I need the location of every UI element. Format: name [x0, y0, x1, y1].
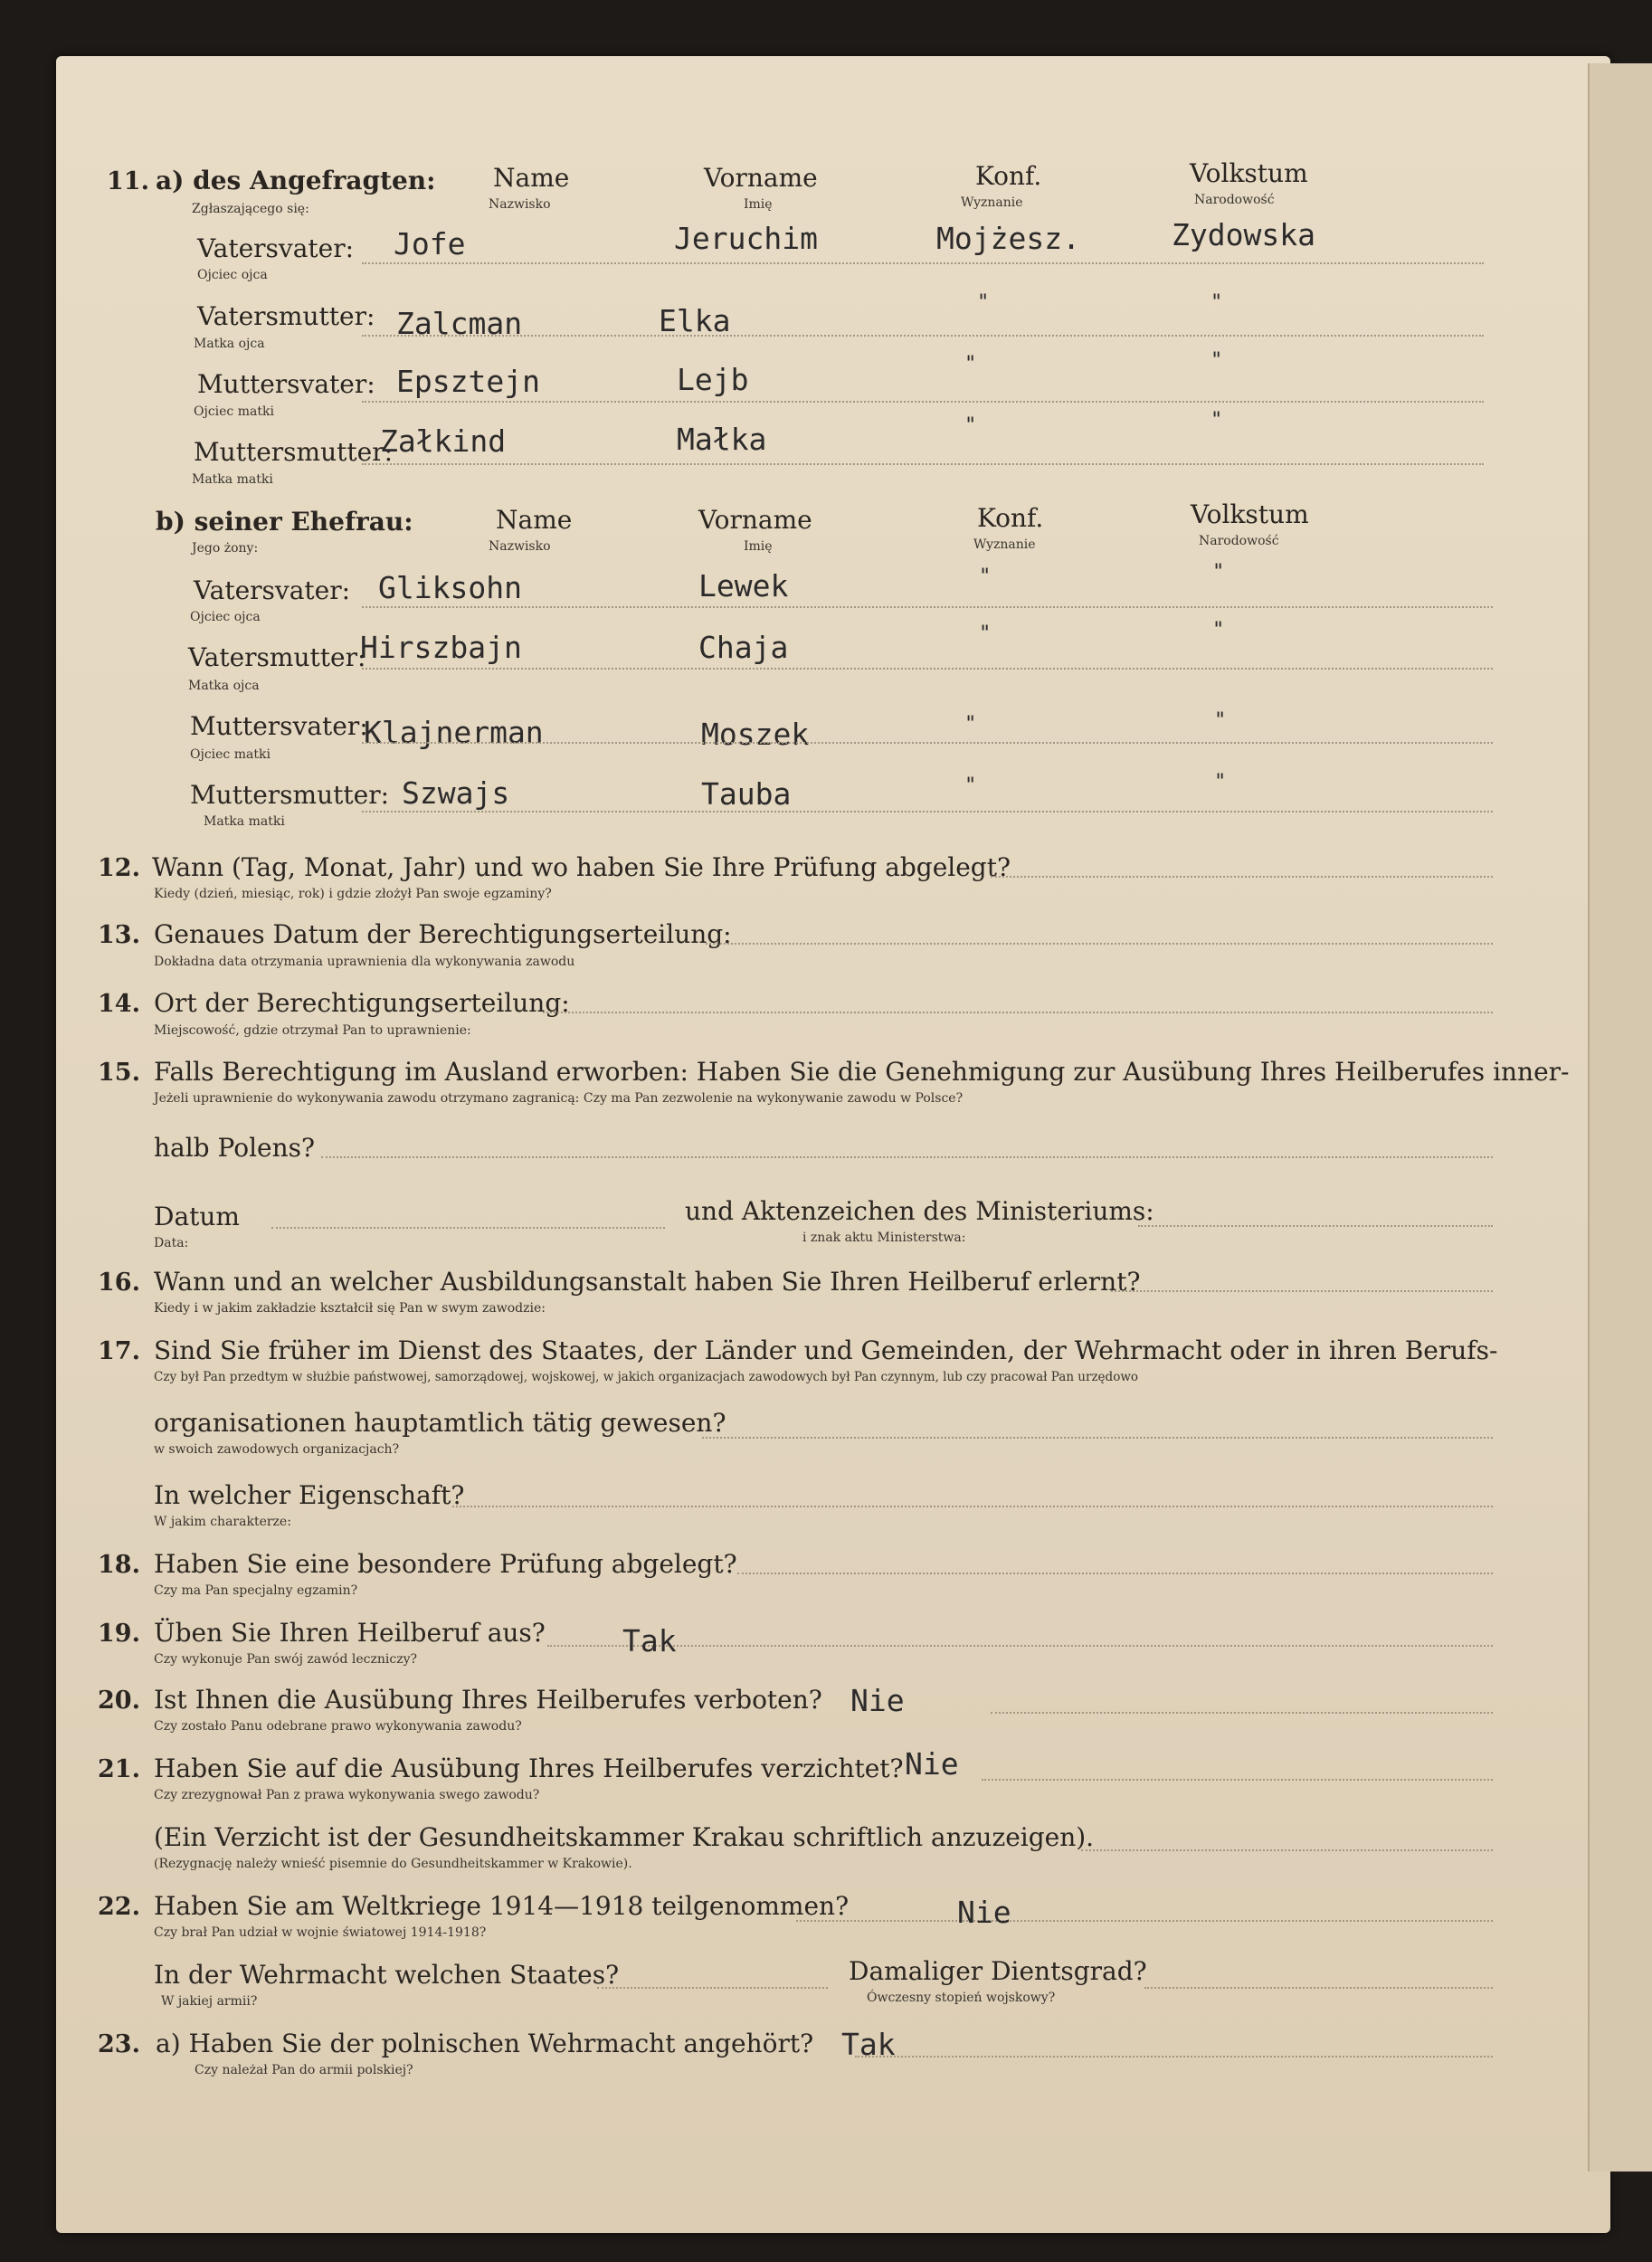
q22-number: 22. [98, 1893, 140, 1921]
q17-sub3: W jakim charakterze: [154, 1515, 291, 1529]
col-volk-a: Volkstum [1190, 158, 1308, 188]
row-a-volk: " [1211, 409, 1223, 432]
q14-number: 14. [98, 990, 140, 1018]
row-b-konf: " [979, 623, 992, 645]
row-b-vorname: Moszek [701, 717, 810, 752]
q15-number: 15. [98, 1059, 140, 1087]
row-line [362, 606, 1493, 608]
q14-sub: Miejscowość, gdzie otrzymał Pan to uprawnienie: [154, 1023, 471, 1038]
q20-sub: Czy zostało Panu odebrane prawo wykonywania zawodu? [154, 1719, 522, 1734]
answer-line [1138, 1225, 1493, 1227]
q20-text: Ist Ihnen die Ausübung Ihres Heilberufes verboten? [154, 1685, 822, 1715]
q22-line2: In der Wehrmacht welchen Staates? [154, 1960, 620, 1990]
answer-line [982, 1779, 1493, 1781]
q17-number: 17. [98, 1337, 140, 1365]
col-volk-sub-b: Narodowość [1199, 534, 1279, 548]
q12-text: Wann (Tag, Monat, Jahr) und wo haben Sie Ihre Prüfung abgelegt? [152, 852, 1011, 882]
row-b-konf: " [964, 713, 977, 736]
answer-line [452, 1506, 1493, 1507]
row-b-name: Szwajs [402, 775, 510, 811]
q18-sub: Czy ma Pan specjalny egzamin? [154, 1583, 358, 1598]
row-a-sub: Ojciec matki [194, 404, 274, 419]
answer-line [702, 1437, 1493, 1439]
row-a-name: Jofe [394, 226, 466, 261]
row-a-volk: " [1211, 349, 1223, 372]
row-a-name: Załkind [380, 423, 507, 459]
row-b-name: Gliksohn [378, 570, 522, 605]
row-b-volk: " [1214, 771, 1227, 794]
row-b-volk: " [1214, 709, 1227, 732]
row-a-vorname: Elka [659, 303, 731, 338]
q23-answer: Tak [841, 2027, 896, 2062]
row-line [362, 401, 1484, 403]
answer-line [1081, 1849, 1493, 1851]
q18-number: 18. [98, 1551, 140, 1579]
q20-answer: Nie [850, 1683, 905, 1718]
q13-number: 13. [98, 921, 140, 949]
col-konf-sub-a: Wyznanie [961, 195, 1023, 210]
row-line [362, 742, 1493, 744]
row-b-label: Muttersvater: [190, 711, 368, 741]
row-b-sub: Ojciec ojca [190, 610, 261, 624]
col-vorname-a: Vorname [704, 163, 818, 193]
q19-number: 19. [98, 1620, 140, 1648]
row-a-name: Zalcman [396, 306, 523, 341]
row-a-label: Vatersmutter: [197, 301, 375, 331]
row-a-sub: Ojciec ojca [197, 268, 268, 282]
q21-line2: (Ein Verzicht ist der Gesundheitskammer Krakau schriftlich anzuzeigen). [154, 1822, 1095, 1852]
row-b-vorname: Tauba [701, 776, 792, 812]
col-konf-a: Konf. [975, 161, 1042, 191]
col-konf-b: Konf. [977, 503, 1044, 533]
q18-text: Haben Sie eine besondere Prüfung abgelegt? [154, 1549, 737, 1579]
q17-line3: In welcher Eigenschaft? [154, 1480, 465, 1510]
row-b-konf: " [979, 566, 992, 588]
answer-line [706, 943, 1493, 945]
answer-line [543, 1012, 1493, 1013]
q23-text: a) Haben Sie der polnischen Wehrmacht angehört? [156, 2029, 814, 2058]
answer-line [991, 876, 1493, 878]
q17-sub: Czy był Pan przedtym w służbie państwowej, samorządowej, wojskowej, w jakich organizacjach zawodowych był Pan czynnym, lub czy pracował Pan urzędowo [154, 1370, 1139, 1384]
answer-line [597, 1987, 828, 1989]
q15-akten-sub: i znak aktu Ministerstwa: [802, 1231, 966, 1245]
q16-number: 16. [98, 1269, 140, 1297]
row-b-label: Vatersmutter: [188, 642, 366, 672]
row-b-label: Muttersmutter: [190, 780, 390, 810]
q11a-label: a) des Angefragten: [156, 166, 436, 195]
row-a-volk: Zydowska [1172, 217, 1315, 252]
row-a-konf: " [964, 414, 977, 437]
row-b-sub: Matka matki [204, 814, 285, 829]
answer-line [737, 1573, 1493, 1574]
q15-line2: halb Polens? [154, 1133, 316, 1163]
q19-answer: Tak [622, 1623, 677, 1658]
answer-line [1144, 1987, 1493, 1989]
row-line [362, 463, 1484, 465]
row-b-name: Hirszbajn [360, 630, 522, 665]
q22-rank-sub: Ówczesny stopień wojskowy? [867, 1991, 1056, 2005]
row-a-volk: " [1211, 291, 1223, 314]
row-a-label: Muttersvater: [197, 369, 375, 399]
row-a-sub: Matka matki [192, 472, 273, 487]
row-b-vorname: Chaja [698, 630, 789, 665]
answer-line [1111, 1290, 1493, 1292]
answer-line [271, 1227, 665, 1229]
q12-number: 12. [98, 854, 140, 882]
row-line [362, 668, 1493, 670]
q21-number: 21. [98, 1755, 140, 1783]
next-page-edge [1588, 63, 1652, 2172]
answer-line [796, 1920, 1493, 1922]
q12-sub: Kiedy (dzień, miesiąc, rok) i gdzie złożył Pan swoje egzaminy? [154, 887, 552, 901]
q15-akten: und Aktenzeichen des Ministeriums: [685, 1196, 1154, 1226]
row-a-label: Muttersmutter: [194, 437, 394, 467]
q17-line2: organisationen hauptamtlich tätig gewesen? [154, 1408, 726, 1438]
q15-sub: Jeżeli uprawnienie do wykonywania zawodu otrzymano zagranicą: Czy ma Pan zezwolenie na wykonywanie zawodu w Polsce? [154, 1091, 964, 1106]
q22-text: Haben Sie am Weltkriege 1914—1918 teilgenommen? [154, 1891, 850, 1921]
q14-text: Ort der Berechtigungserteilung: [154, 988, 570, 1018]
col-name-sub-a: Nazwisko [489, 197, 551, 212]
row-a-sub: Matka ojca [194, 337, 265, 351]
row-b-konf: " [964, 775, 977, 797]
row-line [362, 811, 1493, 813]
row-b-sub: Ojciec matki [190, 747, 271, 762]
q20-number: 20. [98, 1687, 140, 1715]
q21-sub2: (Rezygnację należy wnieść pisemnie do Gesundheitskammer w Krakowie). [154, 1857, 632, 1871]
q13-text: Genaues Datum der Berechtigungserteilung: [154, 919, 732, 949]
q23-sub: Czy należał Pan do armii polskiej? [195, 2063, 413, 2077]
q22-sub: Czy brał Pan udział w wojnie światowej 1914-1918? [154, 1925, 487, 1940]
col-name-a: Name [493, 163, 570, 193]
col-name-b: Name [496, 505, 573, 535]
answer-line [321, 1156, 1493, 1158]
row-line [362, 335, 1484, 337]
answer-line [547, 1645, 1493, 1647]
q13-sub: Dokładna data otrzymania uprawnienia dla wykonywania zawodu [154, 955, 575, 969]
col-vorname-sub-a: Imię [744, 197, 773, 212]
row-b-volk: " [1212, 619, 1225, 642]
row-b-label: Vatersvater: [194, 575, 351, 605]
col-vorname-b: Vorname [698, 505, 812, 535]
row-a-name: Epsztejn [396, 364, 540, 399]
q21-sub: Czy zrezygnował Pan z prawa wykonywania swego zawodu? [154, 1788, 540, 1802]
q21-text: Haben Sie auf die Ausübung Ihres Heilberufes verzichtet? [154, 1754, 904, 1783]
row-line [362, 262, 1484, 264]
q19-text: Üben Sie Ihren Heilberuf aus? [154, 1618, 546, 1648]
row-a-label: Vatersvater: [197, 233, 355, 263]
col-name-sub-b: Nazwisko [489, 539, 551, 554]
q23-number: 23. [98, 2030, 140, 2058]
q11a-sub: Zgłaszającego się: [192, 202, 309, 216]
row-a-vorname: Jeruchim [674, 221, 818, 256]
q16-sub: Kiedy i w jakim zakładzie kształcił się Pan w swym zawodzie: [154, 1301, 546, 1316]
q19-sub: Czy wykonuje Pan swój zawód leczniczy? [154, 1652, 418, 1667]
q22-rank: Damaliger Dientsgrad? [849, 1956, 1147, 1986]
row-a-konf: " [977, 291, 990, 314]
row-b-vorname: Lewek [698, 568, 789, 604]
q16-text: Wann und an welcher Ausbildungsanstalt haben Sie Ihren Heilberuf erlernt? [154, 1267, 1141, 1297]
row-b-name: Klajnerman [364, 715, 544, 750]
q17-text: Sind Sie früher im Dienst des Staates, der Länder und Gemeinden, der Wehrmacht oder in ihren Berufs- [154, 1335, 1498, 1365]
row-a-konf: Mojżesz. [936, 221, 1080, 256]
q22-answer: Nie [957, 1895, 1011, 1930]
q17-sub2: w swoich zawodowych organizacjach? [154, 1442, 400, 1457]
col-volk-sub-a: Narodowość [1194, 193, 1275, 207]
q11-number: 11. [107, 167, 149, 195]
row-b-volk: " [1212, 561, 1225, 584]
q15-datum-sub: Data: [154, 1236, 189, 1250]
row-a-vorname: Lejb [677, 362, 749, 397]
q21-answer: Nie [905, 1746, 959, 1782]
q11b-label: b) seiner Ehefrau: [156, 507, 413, 537]
col-volk-b: Volkstum [1191, 499, 1309, 529]
row-a-vorname: Małka [677, 422, 767, 457]
q22-sub2: W jakiej armii? [161, 1994, 258, 2009]
row-a-konf: " [964, 353, 977, 375]
answer-line [991, 1712, 1493, 1714]
answer-line [855, 2056, 1493, 2058]
col-konf-sub-b: Wyznanie [973, 537, 1036, 552]
row-b-sub: Matka ojca [188, 679, 260, 693]
q15-datum: Datum [154, 1202, 240, 1231]
q11b-sub: Jego żony: [192, 541, 259, 556]
q15-text: Falls Berechtigung im Ausland erworben: Haben Sie die Genehmigung zur Ausübung Ihres Heilberufes inner- [154, 1057, 1570, 1087]
col-vorname-sub-b: Imię [744, 539, 773, 554]
